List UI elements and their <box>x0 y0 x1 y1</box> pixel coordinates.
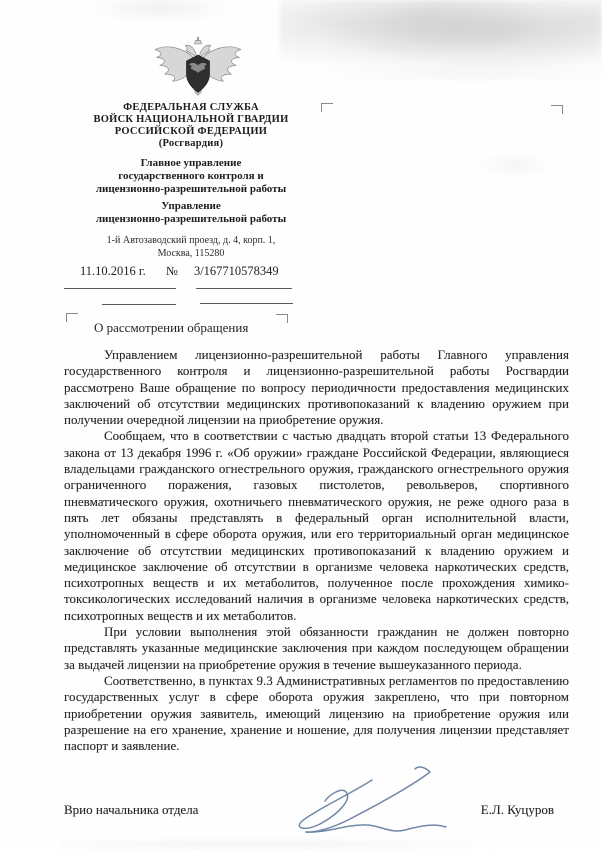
letter-date: 11.10.2016 г. <box>80 264 146 278</box>
handwritten-signature <box>288 748 458 843</box>
letter-number: 3/167710578349 <box>193 264 279 278</box>
number-sign: № <box>165 264 178 278</box>
addressee-zone-corner-mark <box>551 105 563 114</box>
subject-zone-corner-mark <box>276 314 288 323</box>
paragraph: Соответственно, в пунктах 9.3 Административных регламентов по предоставлению государственных услуг в сфере оборота оружия закреплено, что при повторном приобретении оружия заявитель, имеющий лицензию на приобретение оружия или разрешение на его хранение, хранение и ношение, для получения лицензии представляет паспорт и заявление. <box>64 672 569 754</box>
signer-name: Е.Л. Куцуров <box>480 802 554 817</box>
department-line: Управление <box>161 200 221 212</box>
org-line: (Росгвардия) <box>158 138 224 149</box>
rosgvardia-eagle-emblem-icon <box>150 36 246 98</box>
letterhead-address <box>36 234 346 260</box>
paragraph: При условии выполнения этой обязанности гражданин не должен повторно представлять указанные медицинские заключения при каждом последующем обращении за выдачей лицензии на приобретение оружия в течение вышеуказанного периода. <box>64 624 569 672</box>
scan-noise <box>70 0 250 26</box>
letter-subject: О рассмотрении обращения <box>94 320 249 335</box>
signer-position: Врио начальника отдела <box>64 802 199 817</box>
subject-zone-corner-mark <box>66 313 78 322</box>
letterhead-department <box>36 200 346 226</box>
org-line: ВОЙСК НАЦИОНАЛЬНОЙ ГВАРДИИ <box>93 114 289 125</box>
form-underline <box>200 303 293 304</box>
form-underline <box>102 304 176 305</box>
division-line: государственного контроля и <box>118 169 264 182</box>
division-line: Главное управление <box>140 157 242 169</box>
scan-noise <box>280 0 602 80</box>
paragraph: Управлением лицензионно-разрешительной работы Главного управления государственного контроля и лицензионно-разрешительной работы Росгвардии рассмотрено Ваше обращение по вопросу периодичности предоставления медицинских заключений об отсутствии медицинских противопоказаний к владению оружием при получении очередной лицензии на приобретение оружия. <box>64 347 569 428</box>
address-line: Москва, 115280 <box>157 248 225 259</box>
form-underline <box>64 288 176 289</box>
org-line: РОССИЙСКОЙ ФЕДЕРАЦИИ <box>114 126 268 137</box>
date-number-line <box>80 264 340 279</box>
letterhead-org-name <box>36 102 346 150</box>
scan-noise <box>470 150 560 180</box>
form-underline <box>196 288 292 289</box>
addressee-zone-corner-mark <box>321 103 333 112</box>
division-line: лицензионно-разрешительной работы <box>95 182 287 195</box>
paragraph: Сообщаем, что в соответствии с частью двадцать второй статьи 13 Федерального закона от 13 декабря 1996 г. «Об оружии» граждане Российской Федерации, являющиеся владельцами гражданского огнестрельного оружия, гражданского огнестрельного оружия ограниченного поражения, газовых пистолетов, револьверов, спортивного пневматического оружия, охотничьего пневматического оружия, не реже одного раза в пять лет обязаны представлять в федеральный орган исполнительной власти, уполномоченный в сфере оборота оружия, или его территориальный орган медицинское заключение об отсутствии медицинских противопоказаний к владению оружием и медицинское заключение об отсутствии в организме человека наркотических средств, психотропных веществ и их метаболитов, полученное после прохождения химико-токсикологических исследований наличия в организме человека наркотических средств, психотропных веществ и их метаболитов. <box>64 428 569 623</box>
address-line: 1-й Автозаводский проезд, д. 4, корп. 1, <box>106 235 276 246</box>
letter-body <box>64 347 569 754</box>
letterhead-division <box>36 157 346 195</box>
org-line: ФЕДЕРАЛЬНАЯ СЛУЖБА <box>123 102 259 113</box>
department-line: лицензионно-разрешительной работы <box>95 212 287 225</box>
